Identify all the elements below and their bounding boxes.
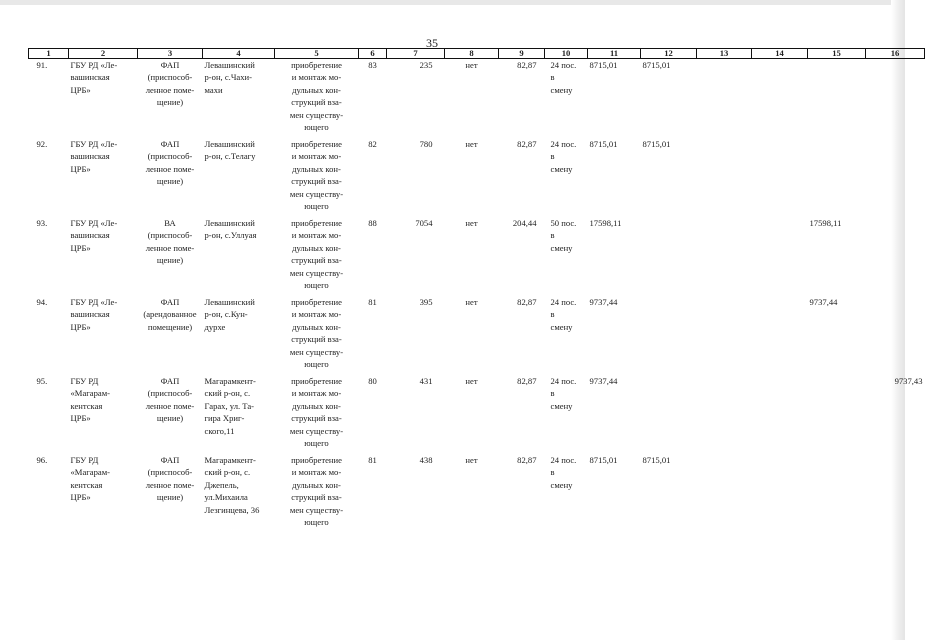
planned-work-line: приобретение xyxy=(291,455,342,465)
capacity xyxy=(545,59,588,139)
capacity-line: смену xyxy=(550,242,573,253)
register-table xyxy=(28,48,925,533)
column-header-8: 8 xyxy=(445,49,499,59)
col-14-value xyxy=(752,375,808,454)
location xyxy=(203,375,275,454)
location-line: р-он, с.Кун- xyxy=(204,309,248,320)
facility-type-line: ленное поме- xyxy=(145,400,195,411)
facility-type xyxy=(138,454,203,533)
planned-work-line: струкций вза- xyxy=(291,255,342,266)
institution-line: кентская xyxy=(70,479,103,490)
col-16-value xyxy=(866,59,925,139)
facility-type-line: (арендованное xyxy=(143,309,197,320)
col-8-value: нет xyxy=(465,455,478,465)
col-7-value: 780 xyxy=(419,139,433,149)
table-row xyxy=(29,375,925,454)
location xyxy=(203,296,275,375)
column-header-4: 4 xyxy=(203,49,275,59)
facility-type-line: щение) xyxy=(156,97,184,108)
col-15-value: 9737,44 xyxy=(809,297,838,307)
planned-work-line: мен существу- xyxy=(289,109,344,120)
institution-line: ГБУ РД «Ле- xyxy=(70,139,118,149)
location-line: дурхе xyxy=(204,321,226,332)
location-line: махи xyxy=(204,84,223,95)
capacity-line: в xyxy=(550,467,555,478)
planned-work xyxy=(275,138,359,217)
col-6-value: 81 xyxy=(368,297,377,307)
planned-work-line: приобретение xyxy=(291,297,342,307)
column-header-14: 14 xyxy=(752,49,808,59)
planned-work-line: струкций вза- xyxy=(291,492,342,503)
facility-type-line: ленное поме- xyxy=(145,242,195,253)
facility-type-line: (приспособ- xyxy=(147,230,193,241)
facility-type-line: ФАП xyxy=(160,455,180,465)
table-row xyxy=(29,59,925,139)
col-6-value: 80 xyxy=(368,376,377,386)
col-11-value: 9737,44 xyxy=(589,376,618,386)
col-7-value: 438 xyxy=(419,455,433,465)
col-11-value: 8715,01 xyxy=(589,455,618,465)
col-14-value xyxy=(752,454,808,533)
location-line: ского,11 xyxy=(204,425,235,436)
institution-line: ГБУ РД xyxy=(70,376,99,386)
capacity-line: смену xyxy=(550,163,573,174)
facility-type-line: ленное поме- xyxy=(145,84,195,95)
facility-type-line: (приспособ- xyxy=(147,72,193,83)
facility-type-line: щение) xyxy=(156,492,184,503)
institution-line: ГБУ РД «Ле- xyxy=(70,218,118,228)
col-12-value: 8715,01 xyxy=(642,455,671,465)
col-12-value xyxy=(641,296,697,375)
location-line: р-он, с.Чахи- xyxy=(204,72,252,83)
col-8-value: нет xyxy=(465,297,478,307)
row-number: 94. xyxy=(36,297,48,307)
row-number: 92. xyxy=(36,139,48,149)
facility-type-line: ФАП xyxy=(160,376,180,386)
location-line: Левашинский xyxy=(204,60,255,70)
location-line: Джепель, xyxy=(204,479,239,490)
col-14-value xyxy=(752,138,808,217)
planned-work-line: струкций вза- xyxy=(291,413,342,424)
institution xyxy=(69,375,138,454)
facility-type-line: щение) xyxy=(156,413,184,424)
col-9-value: 82,87 xyxy=(517,139,537,149)
col-11-value: 17598,11 xyxy=(589,218,622,228)
column-header-12: 12 xyxy=(641,49,697,59)
planned-work-line: ющего xyxy=(304,280,329,291)
location xyxy=(203,59,275,139)
page-number: 35 xyxy=(426,36,438,50)
capacity-line: смену xyxy=(550,84,573,95)
planned-work xyxy=(275,59,359,139)
row-number: 95. xyxy=(36,376,48,386)
planned-work-line: ющего xyxy=(304,359,329,370)
col-15-value xyxy=(808,59,866,139)
col-14-value xyxy=(752,217,808,296)
planned-work-line: и монтаж мо- xyxy=(291,388,342,399)
capacity xyxy=(545,454,588,533)
scan-edge-top xyxy=(0,0,905,5)
planned-work-line: ющего xyxy=(304,438,329,449)
col-15-value xyxy=(808,375,866,454)
col-15-value: 17598,11 xyxy=(809,218,842,228)
planned-work-line: и монтаж мо- xyxy=(291,467,342,478)
location-line: Лезгинцева, 36 xyxy=(204,504,260,515)
location-line: р-он, с.Уллуая xyxy=(204,230,257,241)
column-header-2: 2 xyxy=(69,49,138,59)
column-header-5: 5 xyxy=(275,49,359,59)
capacity xyxy=(545,138,588,217)
institution xyxy=(69,59,138,139)
col-14-value xyxy=(752,296,808,375)
institution-line: «Магарам- xyxy=(70,388,111,399)
institution-line: ЦРБ» xyxy=(70,84,91,95)
location-line: гира Хриг- xyxy=(204,413,245,424)
planned-work-line: и монтаж мо- xyxy=(291,151,342,162)
location-line: Магарамкент- xyxy=(204,455,256,465)
table-body xyxy=(29,59,925,534)
capacity-line: 24 пос. xyxy=(550,60,577,70)
facility-type xyxy=(138,375,203,454)
facility-type-line: (приспособ- xyxy=(147,388,193,399)
institution-line: ЦРБ» xyxy=(70,413,91,424)
location-line: ул.Михаила xyxy=(204,492,248,503)
planned-work-line: ющего xyxy=(304,122,329,133)
col-16-value: 9737,43 xyxy=(894,376,923,386)
capacity xyxy=(545,296,588,375)
facility-type-line: ФАП xyxy=(160,139,180,149)
facility-type xyxy=(138,59,203,139)
facility-type-line: ленное поме- xyxy=(145,479,195,490)
row-number: 91. xyxy=(36,60,48,70)
capacity-line: в xyxy=(550,72,555,83)
planned-work-line: мен существу- xyxy=(289,267,344,278)
location-line: Гарах, ул. Та- xyxy=(204,400,254,411)
col-9-value: 82,87 xyxy=(517,297,537,307)
col-13-value xyxy=(697,454,752,533)
facility-type-line: ленное поме- xyxy=(145,163,195,174)
table-row xyxy=(29,217,925,296)
planned-work-line: дульных кон- xyxy=(292,84,341,95)
column-header-7: 7 xyxy=(387,49,445,59)
facility-type-line: (приспособ- xyxy=(147,151,193,162)
institution xyxy=(69,138,138,217)
planned-work-line: приобретение xyxy=(291,60,342,70)
location-line: ский р-он, с. xyxy=(204,467,251,478)
institution-line: вашинская xyxy=(70,230,110,241)
table-row xyxy=(29,138,925,217)
location-line: Левашинский xyxy=(204,139,255,149)
column-header-11: 11 xyxy=(588,49,641,59)
col-13-value xyxy=(697,296,752,375)
capacity-line: смену xyxy=(550,321,573,332)
location xyxy=(203,138,275,217)
capacity xyxy=(545,375,588,454)
col-12-value xyxy=(641,217,697,296)
col-8-value: нет xyxy=(465,376,478,386)
planned-work-line: мен существу- xyxy=(289,188,344,199)
institution-line: «Магарам- xyxy=(70,467,111,478)
institution-line: ЦРБ» xyxy=(70,163,91,174)
col-6-value: 82 xyxy=(368,139,377,149)
facility-type xyxy=(138,296,203,375)
col-11-value: 9737,44 xyxy=(589,297,618,307)
location xyxy=(203,454,275,533)
facility-type-line: ФАП xyxy=(160,60,180,70)
facility-type-line: ВА xyxy=(164,218,176,228)
planned-work-line: и монтаж мо- xyxy=(291,309,342,320)
planned-work-line: приобретение xyxy=(291,218,342,228)
planned-work-line: ющего xyxy=(304,517,329,528)
institution-line: кентская xyxy=(70,400,103,411)
col-7-value: 395 xyxy=(419,297,433,307)
planned-work xyxy=(275,375,359,454)
col-16-value xyxy=(866,296,925,375)
col-6-value: 83 xyxy=(368,60,377,70)
col-13-value xyxy=(697,59,752,139)
column-header-16: 16 xyxy=(866,49,925,59)
row-number: 93. xyxy=(36,218,48,228)
capacity-line: 24 пос. xyxy=(550,139,577,149)
col-7-value: 235 xyxy=(419,60,433,70)
institution-line: вашинская xyxy=(70,309,110,320)
planned-work-line: дульных кон- xyxy=(292,163,341,174)
institution-line: ГБУ РД xyxy=(70,455,99,465)
capacity-line: смену xyxy=(550,479,573,490)
planned-work-line: дульных кон- xyxy=(292,479,341,490)
location-line: Левашинский xyxy=(204,218,255,228)
column-header-6: 6 xyxy=(359,49,387,59)
col-16-value xyxy=(866,138,925,217)
institution xyxy=(69,454,138,533)
capacity-line: в xyxy=(550,388,555,399)
facility-type-line: помещение) xyxy=(147,321,193,332)
col-12-value: 8715,01 xyxy=(642,139,671,149)
table-row xyxy=(29,454,925,533)
capacity-line: в xyxy=(550,309,555,320)
col-16-value xyxy=(866,454,925,533)
institution xyxy=(69,296,138,375)
institution-line: вашинская xyxy=(70,72,110,83)
planned-work-line: ющего xyxy=(304,201,329,212)
header-row xyxy=(29,49,925,59)
institution-line: вашинская xyxy=(70,151,110,162)
capacity-line: в xyxy=(550,230,555,241)
capacity-line: в xyxy=(550,151,555,162)
facility-type-line: ФАП xyxy=(160,297,180,307)
col-7-value: 7054 xyxy=(415,218,433,228)
facility-type xyxy=(138,217,203,296)
capacity-line: 50 пос. xyxy=(550,218,577,228)
col-9-value: 204,44 xyxy=(512,218,537,228)
location-line: Магарамкент- xyxy=(204,376,256,386)
planned-work-line: приобретение xyxy=(291,139,342,149)
col-16-value xyxy=(866,217,925,296)
col-11-value: 8715,01 xyxy=(589,139,618,149)
col-6-value: 81 xyxy=(368,455,377,465)
capacity-line: смену xyxy=(550,400,573,411)
col-13-value xyxy=(697,138,752,217)
capacity-line: 24 пос. xyxy=(550,455,577,465)
location-line: ский р-он, с. xyxy=(204,388,251,399)
col-13-value xyxy=(697,217,752,296)
facility-type-line: (приспособ- xyxy=(147,467,193,478)
col-9-value: 82,87 xyxy=(517,455,537,465)
location-line: р-он, с.Телагу xyxy=(204,151,256,162)
capacity-line: 24 пос. xyxy=(550,376,577,386)
institution-line: ГБУ РД «Ле- xyxy=(70,297,118,307)
planned-work-line: струкций вза- xyxy=(291,97,342,108)
planned-work-line: мен существу- xyxy=(289,504,344,515)
table-row xyxy=(29,296,925,375)
institution-line: ЦРБ» xyxy=(70,242,91,253)
planned-work xyxy=(275,454,359,533)
planned-work-line: струкций вза- xyxy=(291,334,342,345)
capacity xyxy=(545,217,588,296)
column-header-10: 10 xyxy=(545,49,588,59)
col-12-value xyxy=(641,375,697,454)
column-header-15: 15 xyxy=(808,49,866,59)
planned-work-line: струкций вза- xyxy=(291,176,342,187)
col-6-value: 88 xyxy=(368,218,377,228)
column-header-13: 13 xyxy=(697,49,752,59)
col-15-value xyxy=(808,138,866,217)
capacity-line: 24 пос. xyxy=(550,297,577,307)
planned-work-line: дульных кон- xyxy=(292,321,341,332)
institution-line: ЦРБ» xyxy=(70,321,91,332)
planned-work-line: дульных кон- xyxy=(292,400,341,411)
planned-work xyxy=(275,217,359,296)
institution-line: ГБУ РД «Ле- xyxy=(70,60,118,70)
facility-type-line: щение) xyxy=(156,255,184,266)
col-11-value: 8715,01 xyxy=(589,60,618,70)
planned-work-line: мен существу- xyxy=(289,425,344,436)
col-12-value: 8715,01 xyxy=(642,60,671,70)
column-header-1: 1 xyxy=(29,49,69,59)
col-9-value: 82,87 xyxy=(517,376,537,386)
col-13-value xyxy=(697,375,752,454)
col-7-value: 431 xyxy=(419,376,433,386)
planned-work-line: дульных кон- xyxy=(292,242,341,253)
location xyxy=(203,217,275,296)
col-15-value xyxy=(808,454,866,533)
col-9-value: 82,87 xyxy=(517,60,537,70)
planned-work-line: и монтаж мо- xyxy=(291,72,342,83)
col-8-value: нет xyxy=(465,60,478,70)
col-8-value: нет xyxy=(465,218,478,228)
facility-type-line: щение) xyxy=(156,176,184,187)
institution xyxy=(69,217,138,296)
col-14-value xyxy=(752,59,808,139)
planned-work-line: и монтаж мо- xyxy=(291,230,342,241)
planned-work xyxy=(275,296,359,375)
row-number: 96. xyxy=(36,455,48,465)
column-header-9: 9 xyxy=(499,49,545,59)
planned-work-line: мен существу- xyxy=(289,346,344,357)
planned-work-line: приобретение xyxy=(291,376,342,386)
institution-line: ЦРБ» xyxy=(70,492,91,503)
column-header-3: 3 xyxy=(138,49,203,59)
col-8-value: нет xyxy=(465,139,478,149)
location-line: Левашинский xyxy=(204,297,255,307)
facility-type xyxy=(138,138,203,217)
